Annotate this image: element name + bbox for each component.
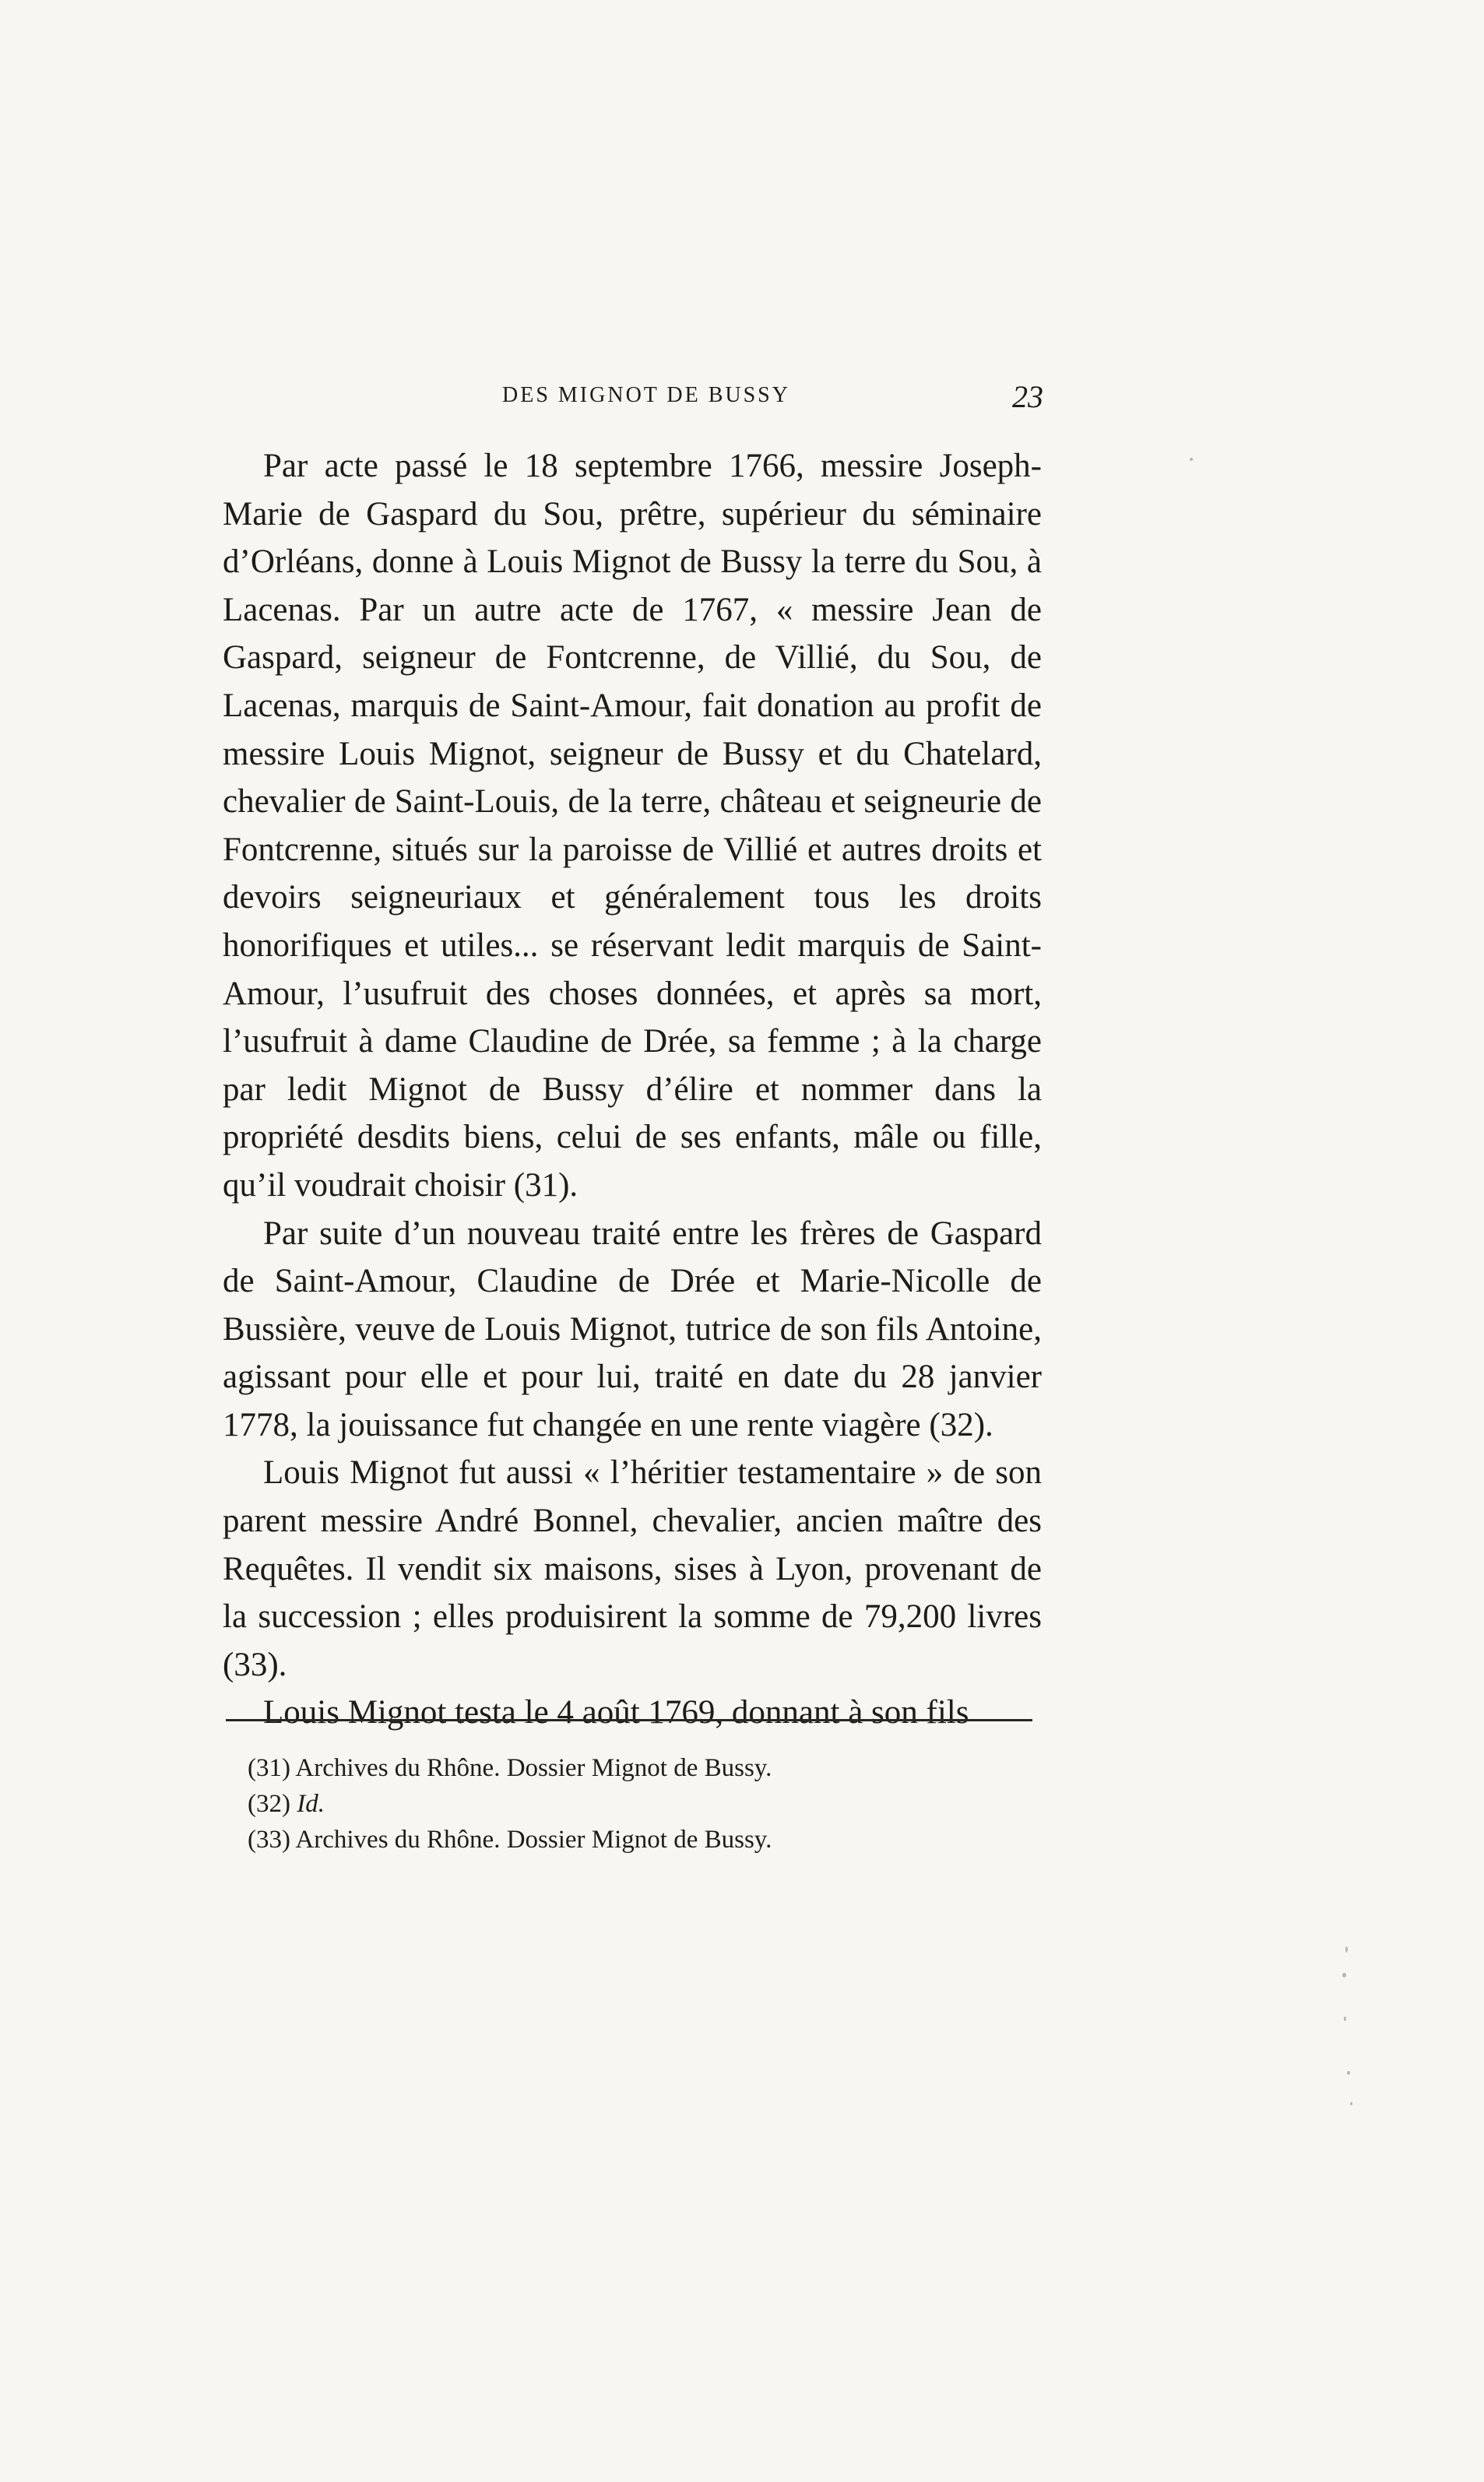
footnote [248,1786,1026,1822]
paragraph: Par suite d’un nouveau traité entre les frères de Gaspard de Saint-Amour, Claudine de Drée et Marie-Nicolle de Bussière, veuve de Louis Mignot, tutrice de son fils Antoine, agissant pour elle et pour lui, traité en date du 28 janvier 1778, la jouissance fut changée en une rente viagère (32). [223,1215,1042,1443]
scan-speck [1350,2102,1352,2105]
scan-speck [1344,2016,1346,2021]
footnote-text: Archives du Rhône. Dossier Mignot de Bussy. [295,1754,772,1782]
scan-speck [1347,2071,1350,2075]
scan-speck [1345,1946,1348,1953]
footnote-marker: (31) [248,1754,290,1782]
footnote-marker: (33) [248,1826,290,1854]
footnote [248,1750,1026,1786]
footnote-marker: (32) [248,1790,290,1818]
scan-speck [1190,458,1193,461]
footnote-text: Archives du Rhône. Dossier Mignot de Bussy. [295,1826,772,1854]
scan-speck [1342,1973,1346,1978]
paragraph: Louis Mignot testa le 4 août 1769, donnant à son fils [263,1694,969,1731]
footnote-text: Id. [297,1790,325,1818]
page-number: 23 [1012,379,1043,414]
paragraph: Par acte passé le 18 septembre 1766, messire Joseph-Marie de Gaspard du Sou, prêtre, supérieur du séminaire d’Orléans, donne à Louis Mignot de Bussy la terre du Sou, à Lacenas. Par un autre acte de 1767, « messire Jean de Gaspard, seigneur de Fontcrenne, de Villié, du Sou, de Lacenas, marquis de Saint-Amour, fait donation au profit de messire Louis Mignot, seigneur de Bussy et du Chatelard, chevalier de Saint-Louis, de la terre, château et seigneurie de Fontcrenne, situés sur la paroisse de Villié et autres droits et devoirs seigneuriaux et généralement tous les droits honorifiques et utiles... se réservant ledit marquis de Saint-Amour, l’usufruit des choses données, et après sa mort, l’usufruit à dame Claudine de Drée, sa femme ; à la charge par ledit Mignot de Bussy d’élire et nommer dans la propriété desdits biens, celui de ses enfants, mâle ou fille, qu’il voudrait choisir (31). [223,448,1042,1204]
running-head [249,379,1043,430]
footnote-separator [226,1719,1032,1721]
body-text [223,442,1042,1737]
paragraph: Louis Mignot fut aussi « l’héritier testamentaire » de son parent messire André Bonnel, chevalier, ancien maître des Requêtes. Il vendit six maisons, sises à Lyon, provenant de la succession ; elles produisirent la somme de 79,200 livres (33). [223,1454,1042,1683]
footnote [248,1822,1026,1858]
running-title: DES MIGNOT DE BUSSY [502,383,790,407]
footnotes [248,1750,1026,1858]
